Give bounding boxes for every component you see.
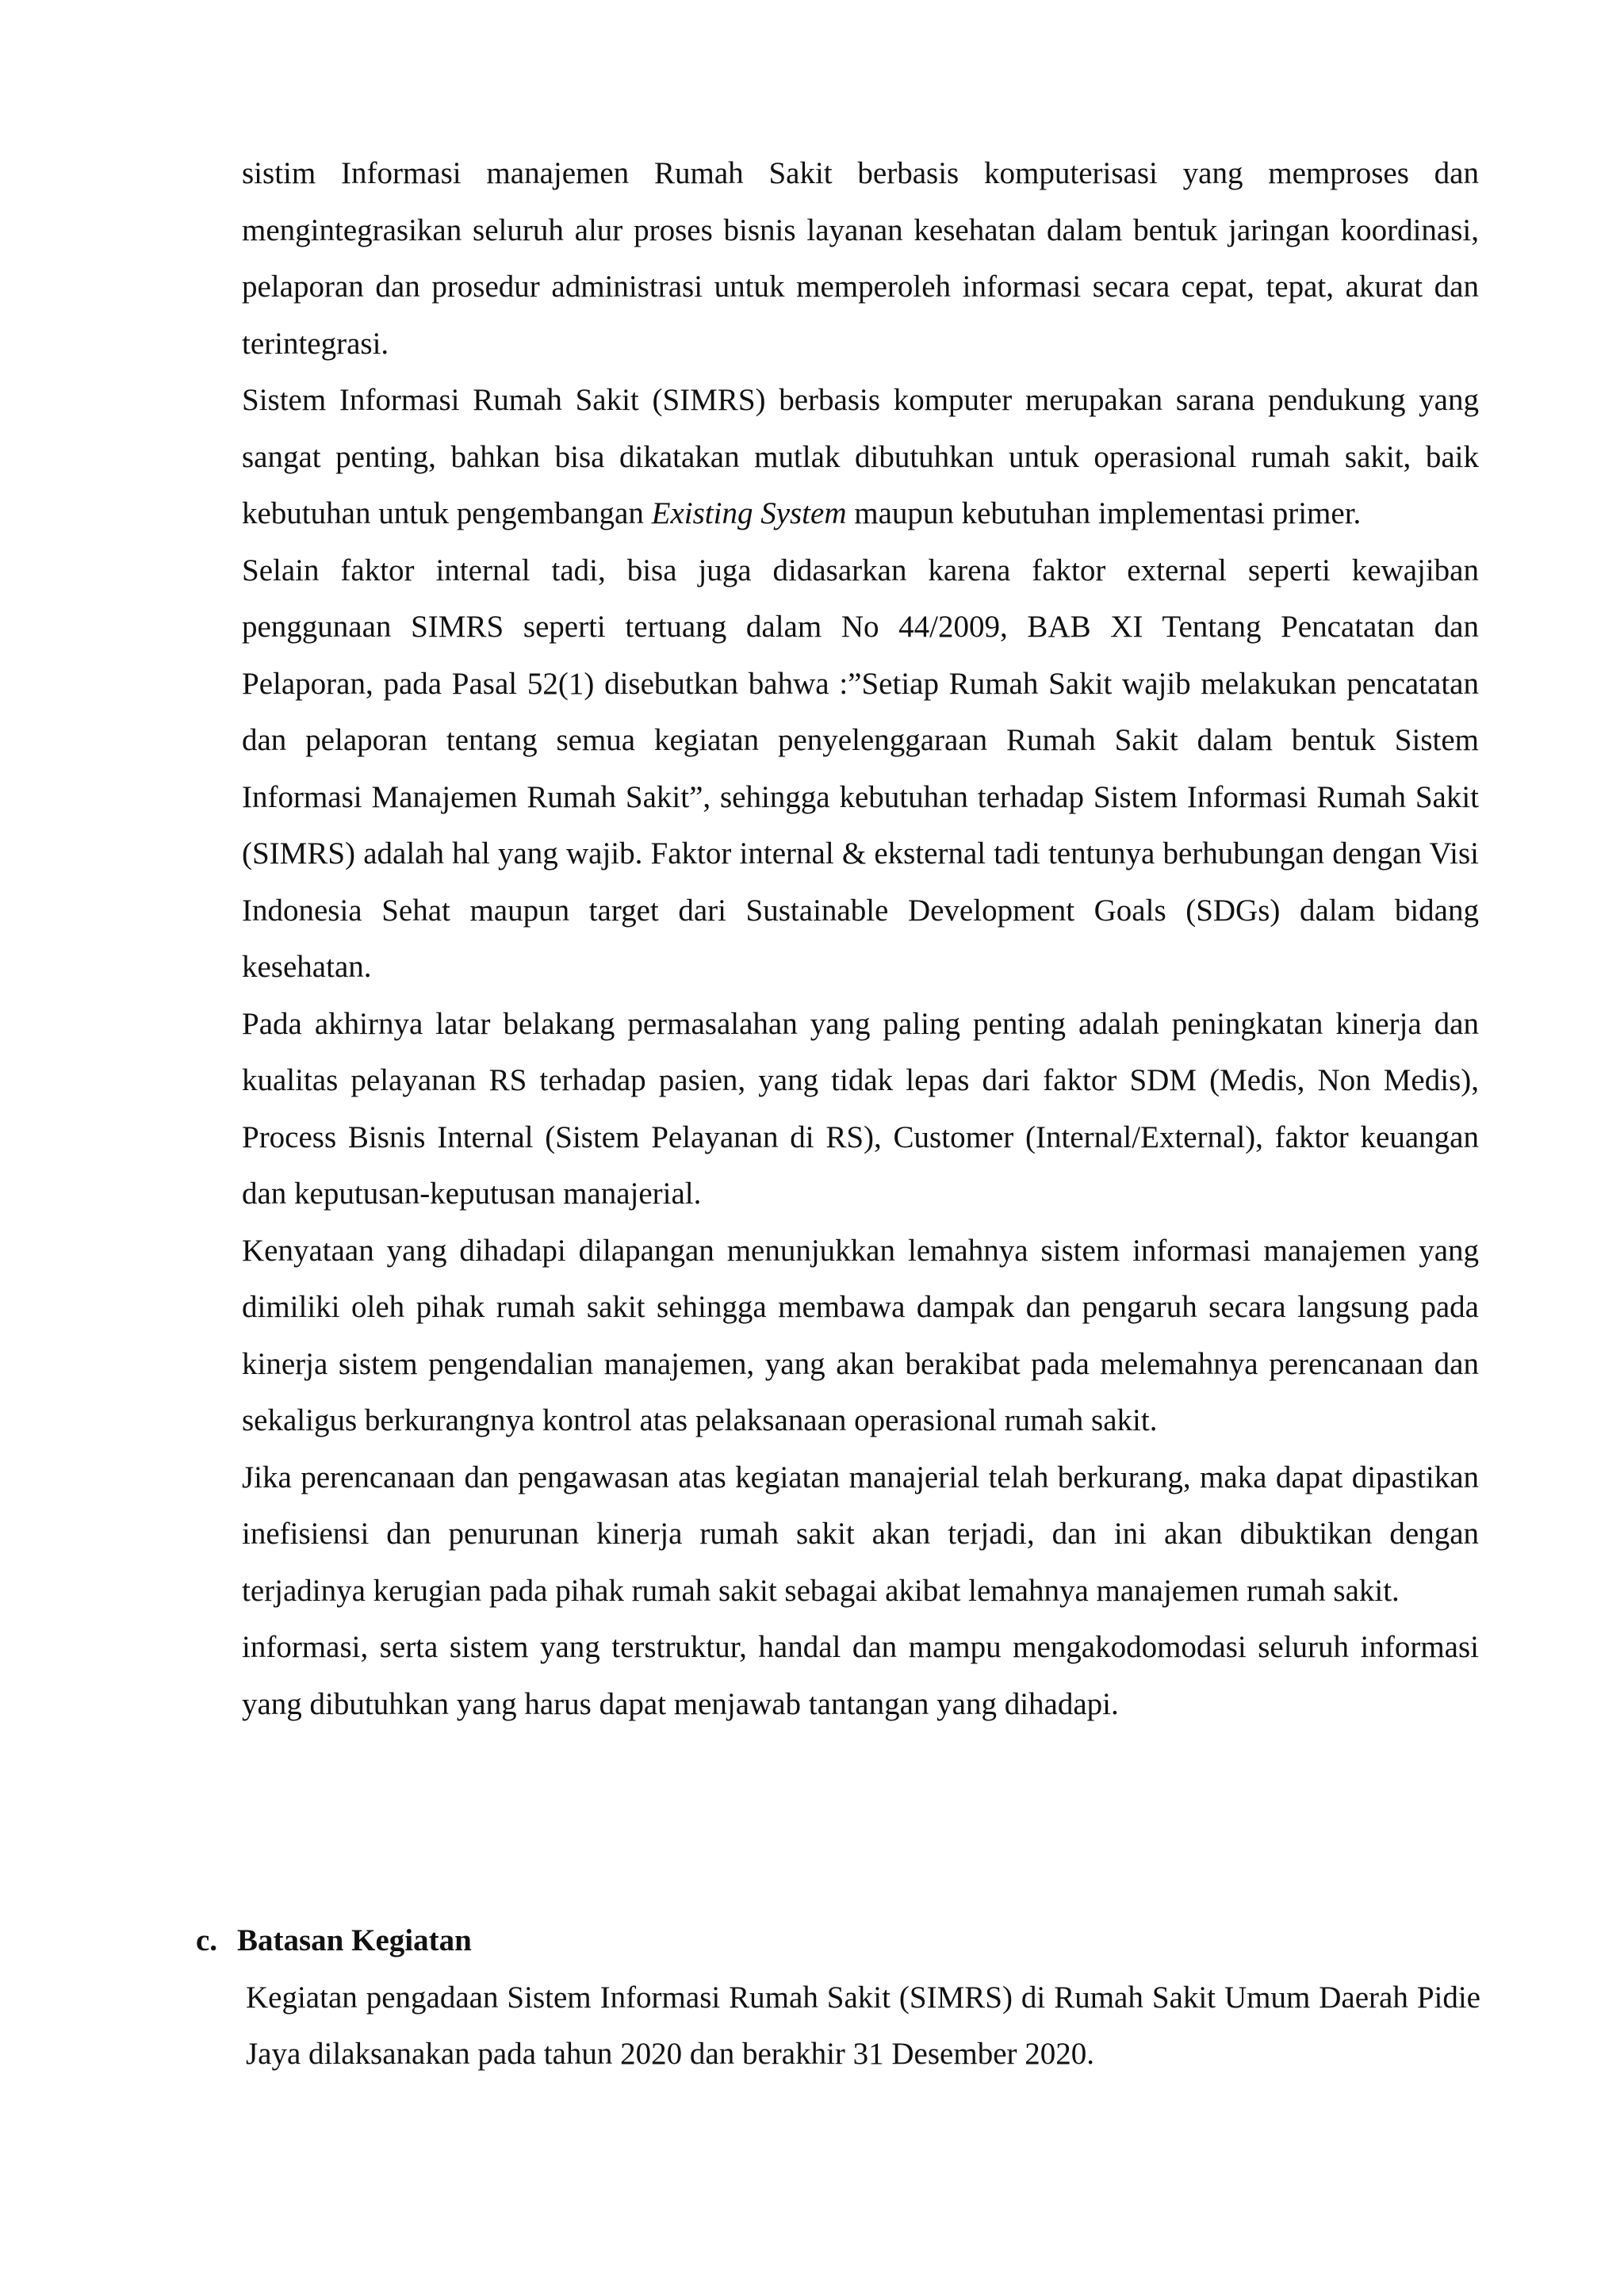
section-title: Batasan Kegiatan xyxy=(237,1923,472,1957)
section-body: Kegiatan pengadaan Sistem Informasi Rumah Sakit (SIMRS) di Rumah Sakit Umum Daerah Pidie Jaya dilaksanakan pada tahun 2020 dan berakhir 31 Desember 2020. xyxy=(246,1980,1480,2071)
paragraph-planning-supervision: Jika perencanaan dan pengawasan atas kegiatan manajerial telah berkurang, maka dapat dipastikan inefisiensi dan penurunan kinerja rumah sakit akan terjadi, dan ini akan dibuktikan dengan terjadinya kerugian pada pihak rumah sakit sebagai akibat lemahnya manajemen rumah sakit. xyxy=(242,1460,1479,1608)
paragraph-background-problem: Pada akhirnya latar belakang permasalahan yang paling penting adalah peningkatan kinerja dan kualitas pelayanan RS terhadap pasien, yang tidak lepas dari faktor SDM (Medis, Non Medis), Process Bisnis Internal (Sistem Pelayanan di RS), Customer (Internal/External), faktor keuangan dan keputusan-keputusan manajerial. xyxy=(242,1006,1479,1211)
paragraph-simrs-definition: sistim Informasi manajemen Rumah Sakit berbasis komputerisasi yang memproses dan mengintegrasikan seluruh alur proses bisnis layanan kesehatan dalam bentuk jaringan koordinasi, pelaporan dan prosedur administrasi untuk memperoleh informasi secara cepat, tepat, akurat dan terintegrasi. xyxy=(242,156,1479,361)
paragraph-field-reality: Kenyataan yang dihadapi dilapangan menunjukkan lemahnya sistem informasi manajemen yang dimiliki oleh pihak rumah sakit sehingga membawa dampak dan pengaruh secara langsung pada kinerja sistem pengendalian manajemen, yang akan berakibat pada melemahnya perencanaan dan sekaligus berkurangnya kontrol atas pelaksanaan operasional rumah sakit. xyxy=(242,1233,1479,1437)
paragraph-external-factors: Selain faktor internal tadi, bisa juga didasarkan karena faktor external seperti kewajiban penggunaan SIMRS seperti tertuang dalam No 44/2009, BAB XI Tentang Pencatatan dan Pelaporan, pada Pasal 52(1) disebutkan bahwa :”Setiap Rumah Sakit wajib melakukan pencatatan dan pelaporan tentang semua kegiatan penyelenggaraan Rumah Sakit dalam bentuk Sistem Informasi Manajemen Rumah Sakit”, sehingga kebutuhan terhadap Sistem Informasi Rumah Sakit (SIMRS) adalah hal yang wajib. Faktor internal & eksternal tadi tentunya berhubungan dengan Visi Indonesia Sehat maupun target dari Sustainable Development Goals (SDGs) dalam bidang kesehatan. xyxy=(242,553,1479,984)
body-text xyxy=(242,145,1479,1732)
italic-term: Existing System xyxy=(651,496,847,530)
paragraph-information-system: informasi, serta sistem yang terstruktur, handal dan mampu mengakodomodasi seluruh informasi yang dibutuhkan yang harus dapat menjawab tantangan yang dihadapi. xyxy=(242,1630,1479,1721)
section-heading xyxy=(196,1912,1480,1969)
section-letter: c. xyxy=(196,1923,218,1957)
paragraph-text-before: Sistem Informasi Rumah Sakit (SIMRS) berbasis komputer merupakan sarana pendukung yang sangat penting, bahkan bisa dikatakan mutlak dibutuhkan untuk operasional rumah sakit, baik kebutuhan untuk pengembangan xyxy=(242,383,1479,530)
paragraph-text-after: maupun kebutuhan implementasi primer. xyxy=(846,496,1362,530)
section-batasan-kegiatan xyxy=(196,1912,1480,2083)
paragraph-simrs-importance xyxy=(242,372,1479,542)
